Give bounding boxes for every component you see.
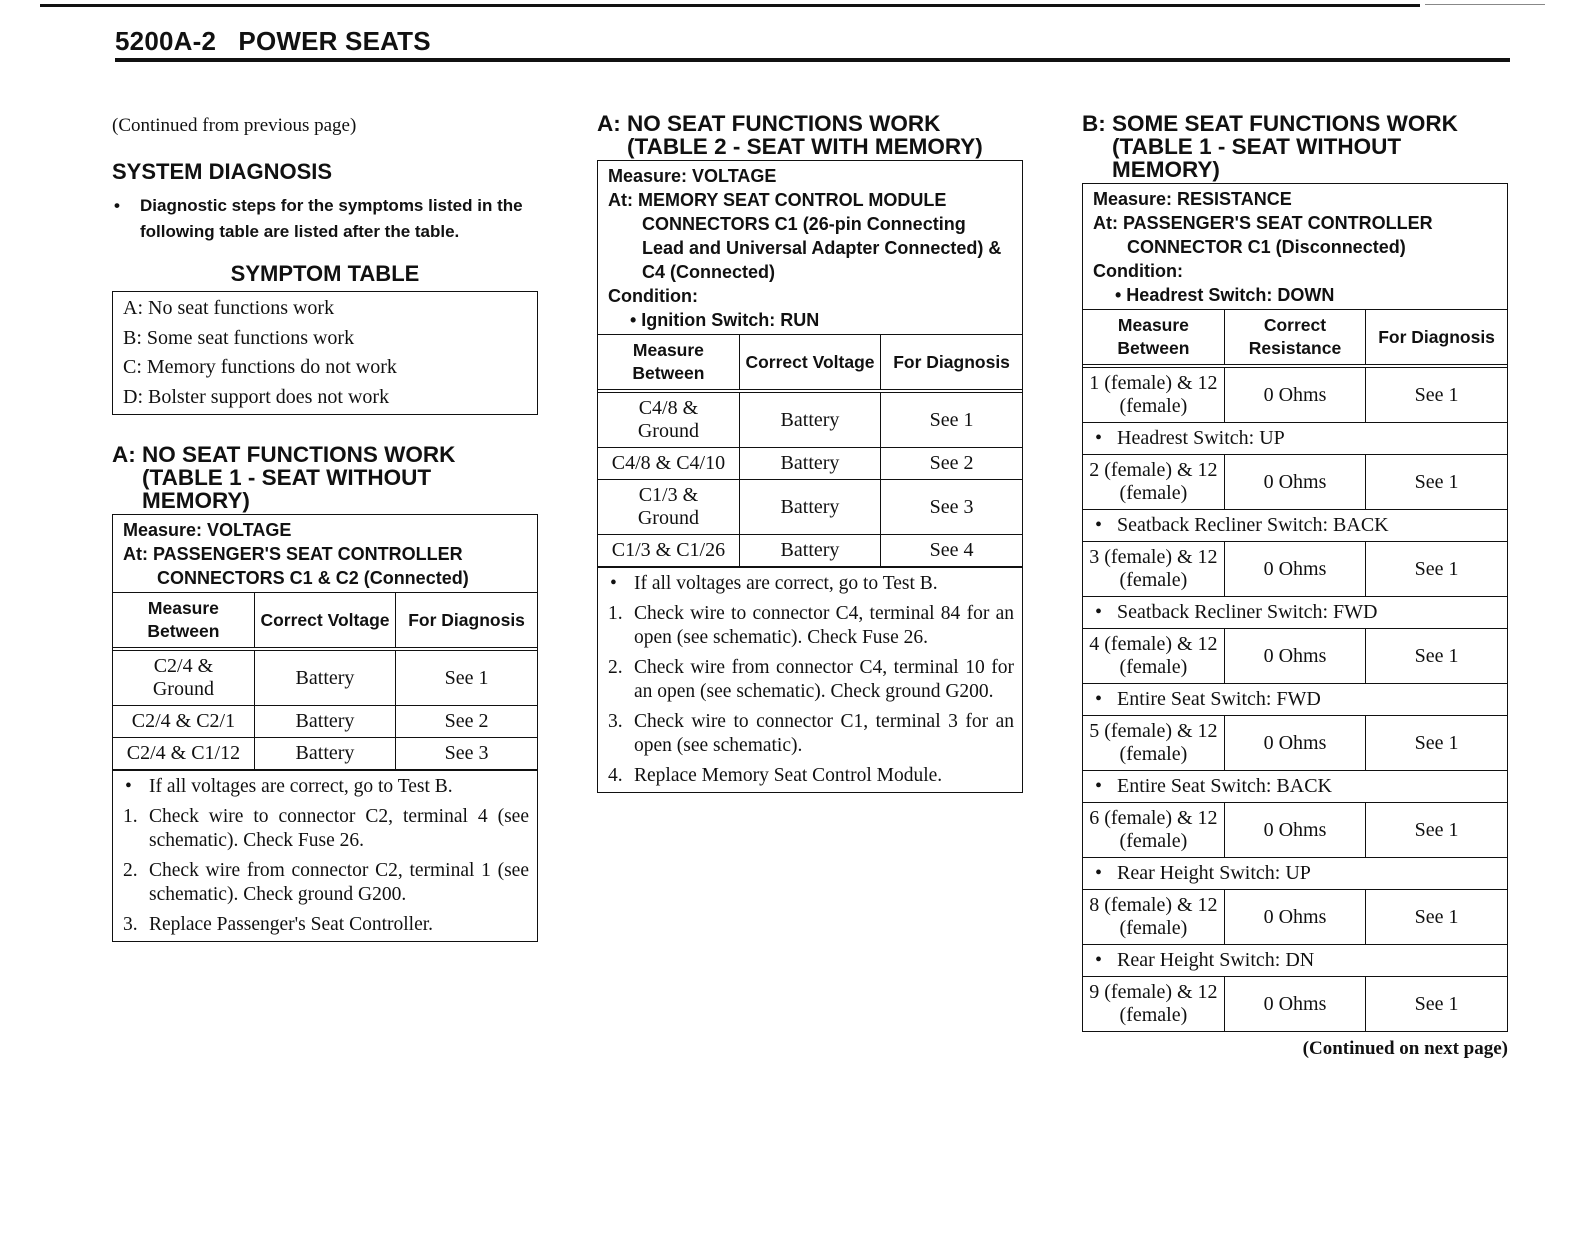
symptom-table [112,291,538,415]
cell-value: Battery [739,535,880,567]
cell-diagnosis: See 4 [881,535,1022,567]
top-rule [40,4,1420,7]
condition-cell: • Seatback Recliner Switch: FWD [1083,597,1507,629]
cell-value: 0 Ohms [1224,803,1365,858]
measure-at-cont: C4 (Connected) [642,262,776,282]
col-header: Measure Between [598,335,739,391]
cell-diagnosis: See 1 [1366,366,1507,423]
table-a1 [112,514,538,942]
header-rule [115,58,1510,62]
cell-between: 6 (female) & 12 (female) [1083,803,1224,858]
condition-row [1083,858,1507,890]
symptom-item: B: Some seat functions work [123,326,355,349]
cell-diagnosis: See 3 [881,480,1022,535]
condition-text: Seatback Recliner Switch: FWD [1117,601,1378,623]
measure-at: At: MEMORY SEAT CONTROL MODULE [608,190,947,210]
step-text: Check wire to connector C4, terminal 84 for an open (see schematic). Check Fuse 26. [634,603,1014,648]
measure-type: Measure: VOLTAGE [608,166,777,186]
table-a1-notes [113,770,537,941]
col-header: Correct Voltage [739,335,880,391]
table-row [1083,977,1507,1032]
table-row [1083,366,1507,423]
col-header: Correct Resistance [1224,310,1365,366]
measure-at-cont: CONNECTORS C1 (26-pin Connecting [642,214,966,234]
table-a2-measure [598,161,1022,335]
condition-label: Condition: [608,286,698,306]
table-a2-grid [598,335,1022,567]
table-row [1083,455,1507,510]
symptom-item: C: Memory functions do not work [123,356,397,378]
cell-diagnosis: See 1 [1366,716,1507,771]
table-a1-title-line: A: NO SEAT FUNCTIONS WORK [112,442,456,467]
table-b1-title-line: B: SOME SEAT FUNCTIONS WORK [1082,111,1458,136]
column-3 [1082,112,1508,1060]
table-a2 [597,160,1023,793]
table-row [598,391,1022,448]
cell-value: Battery [254,738,395,770]
cell-value: 0 Ohms [1224,629,1365,684]
condition-row [1083,945,1507,977]
cell-between: 2 (female) & 12 (female) [1083,455,1224,510]
cell-diagnosis: See 1 [1366,977,1507,1032]
table-b1-measure [1083,184,1507,310]
table-b1-title-line: MEMORY) [1112,157,1220,182]
col-header: Correct Voltage [254,593,395,649]
note-step: 3. Replace Passenger's Seat Controller. [123,914,434,935]
cell-value: Battery [739,448,880,480]
symptom-table-title: SYMPTOM TABLE [230,261,420,286]
cell-diagnosis: See 1 [1366,542,1507,597]
col-header: Measure Between [1083,310,1224,366]
cell-diagnosis: See 1 [1366,455,1507,510]
condition-row [1083,771,1507,803]
note-step: 3. Check wire to connector C1, terminal 3 for an open (see schematic). [608,711,1014,756]
cell-value: Battery [739,480,880,535]
table-row [598,480,1022,535]
cell-between: 9 (female) & 12 (female) [1083,977,1224,1032]
col-header: For Diagnosis [881,335,1022,391]
cell-between: 1 (female) & 12 (female) [1083,366,1224,423]
table-row [113,706,537,738]
cell-between: 8 (female) & 12 (female) [1083,890,1224,945]
note-step: 2. Check wire from connector C4, terminal 10 for an open (see schematic). Check ground G200. [608,657,1014,702]
table-row [113,649,537,706]
col-header: For Diagnosis [396,593,537,649]
cell-between: C1/3 & C1/26 [598,535,739,567]
cell-value: 0 Ohms [1224,366,1365,423]
condition-text: Entire Seat Switch: FWD [1117,688,1321,710]
note-bullet: • If all voltages are correct, go to Test B. [608,572,1014,596]
cell-between: C2/4 & C1/12 [113,738,254,770]
cell-diagnosis: See 3 [396,738,537,770]
cell-between: C2/4 & Ground [113,649,254,706]
continued-from-note: (Continued from previous page) [112,115,357,136]
measure-at-cont: CONNECTOR C1 (Disconnected) [1127,237,1406,257]
condition-cell: • Seatback Recliner Switch: BACK [1083,510,1507,542]
condition-row [1083,597,1507,629]
cell-diagnosis: See 2 [396,706,537,738]
note-step: 2. Check wire from connector C2, terminal 1 (see schematic). Check ground G200. [123,860,529,905]
condition-cell: • Entire Seat Switch: BACK [1083,771,1507,803]
cell-between: C1/3 & Ground [598,480,739,535]
note-step: 4. Replace Memory Seat Control Module. [608,765,943,786]
symptom-item: D: Bolster support does not work [123,385,390,408]
continued-next-note: (Continued on next page) [1302,1038,1508,1059]
top-rule-right [1425,4,1545,5]
condition-cell: • Rear Height Switch: UP [1083,858,1507,890]
table-row [1083,716,1507,771]
cell-value: 0 Ohms [1224,542,1365,597]
measure-type: Measure: RESISTANCE [1093,189,1292,209]
system-diagnosis-note: • Diagnostic steps for the symptoms listed in the following table are listed after the table. [112,193,538,245]
cell-between: C4/8 & Ground [598,391,739,448]
condition-cell: • Headrest Switch: UP [1083,423,1507,455]
cell-value: Battery [254,649,395,706]
condition-text: Rear Height Switch: DN [1117,949,1315,971]
condition-text: Headrest Switch: UP [1117,427,1285,449]
measure-at: At: PASSENGER'S SEAT CONTROLLER [123,544,463,564]
cell-value: Battery [739,391,880,448]
cell-value: 0 Ohms [1224,890,1365,945]
cell-between: 5 (female) & 12 (female) [1083,716,1224,771]
condition-label: Condition: [1093,261,1183,281]
symptom-item: A: No seat functions work [123,297,335,319]
table-a2-title-line: A: NO SEAT FUNCTIONS WORK [597,111,941,136]
table-row [1083,542,1507,597]
step-text: Check wire to connector C1, terminal 3 for an open (see schematic). [634,711,1014,756]
note-step: 1. Check wire to connector C4, terminal 84 for an open (see schematic). Check Fuse 26. [608,603,1014,648]
measure-at-cont: CONNECTORS C1 & C2 (Connected) [157,568,469,588]
step-text: Replace Passenger's Seat Controller. [149,914,434,935]
measure-at: At: PASSENGER'S SEAT CONTROLLER [1093,213,1433,233]
table-a2-title-line: (TABLE 2 - SEAT WITH MEMORY) [627,134,983,159]
step-text: Check wire from connector C2, terminal 1 (see schematic). Check ground G200. [149,860,529,905]
condition-item: • Ignition Switch: RUN [630,310,820,330]
cell-value: 0 Ohms [1224,455,1365,510]
cell-diagnosis: See 1 [1366,629,1507,684]
cell-between: 4 (female) & 12 (female) [1083,629,1224,684]
col-header: Measure Between [113,593,254,649]
table-a2-notes [598,567,1022,792]
table-a2-title [597,112,1023,160]
system-diagnosis-title: SYSTEM DIAGNOSIS [112,159,333,184]
cell-value: 0 Ohms [1224,977,1365,1032]
condition-row [1083,510,1507,542]
measure-type: Measure: VOLTAGE [123,520,292,540]
condition-row [1083,423,1507,455]
table-a1-grid [113,593,537,770]
table-b1-title [1082,112,1508,183]
cell-between: 3 (female) & 12 (female) [1083,542,1224,597]
col-header: For Diagnosis [1366,310,1507,366]
cell-between: C2/4 & C2/1 [113,706,254,738]
table-row [598,535,1022,567]
step-text: Replace Memory Seat Control Module. [634,765,943,786]
cell-value: Battery [254,706,395,738]
step-text: Check wire from connector C4, terminal 10 for an open (see schematic). Check ground G200. [634,657,1014,702]
table-row [598,448,1022,480]
condition-cell: • Rear Height Switch: DN [1083,945,1507,977]
measure-at-cont: Lead and Universal Adapter Connected) & [642,238,1002,258]
table-b1-grid [1083,310,1507,1031]
cell-value: 0 Ohms [1224,716,1365,771]
condition-cell: • Entire Seat Switch: FWD [1083,684,1507,716]
table-a1-title [112,443,538,514]
note-bullet: • If all voltages are correct, go to Test B. [123,775,529,799]
condition-row [1083,684,1507,716]
table-row [1083,890,1507,945]
table-row [1083,629,1507,684]
cell-diagnosis: See 1 [396,649,537,706]
step-text: Check wire to connector C2, terminal 4 (see schematic). Check Fuse 26. [149,806,529,851]
column-2 [597,112,1023,793]
table-b1-title-line: (TABLE 1 - SEAT WITHOUT [1112,134,1402,159]
table-a1-title-line: (TABLE 1 - SEAT WITHOUT [142,465,432,490]
note-step: 1. Check wire to connector C2, terminal 4 (see schematic). Check Fuse 26. [123,806,529,851]
cell-diagnosis: See 1 [1366,890,1507,945]
condition-text: Rear Height Switch: UP [1117,862,1311,884]
table-a1-measure [113,515,537,593]
table-row [113,738,537,770]
condition-item: • Headrest Switch: DOWN [1115,285,1335,305]
cell-diagnosis: See 1 [1366,803,1507,858]
cell-diagnosis: See 1 [881,391,1022,448]
condition-text: Entire Seat Switch: BACK [1117,775,1332,797]
cell-between: C4/8 & C4/10 [598,448,739,480]
table-row [1083,803,1507,858]
table-a1-title-line: MEMORY) [142,488,250,513]
page-header: 5200A-2 POWER SEATS [115,26,431,56]
cell-diagnosis: See 2 [881,448,1022,480]
condition-text: Seatback Recliner Switch: BACK [1117,514,1389,536]
table-b1 [1082,183,1508,1032]
column-1 [112,112,538,942]
